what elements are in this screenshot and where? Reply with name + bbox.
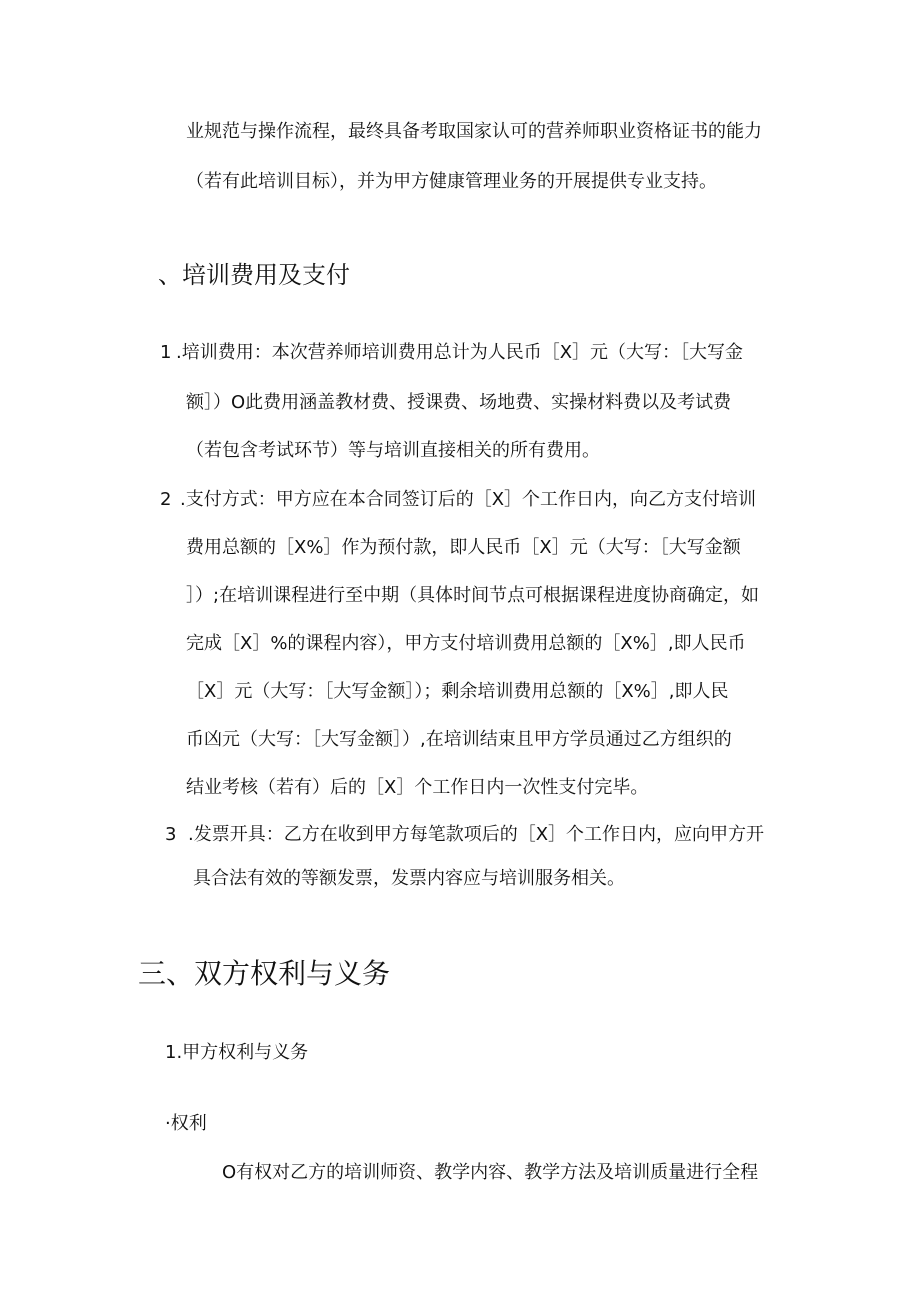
item-3-number: 3 bbox=[165, 824, 177, 845]
rights-paragraph-line-1: O有权对乙方的培训师资、教学内容、教学方法及培训质量进行全程 bbox=[222, 1162, 759, 1183]
item-1-line-1: .培训费用：本次营养师培训费用总计为人民币［X］元（大写：［大写金 bbox=[176, 342, 744, 363]
item-2-number: 2 bbox=[160, 489, 172, 510]
item-2-line-1: .支付方式：甲方应在本合同签订后的［X］个工作日内，向乙方支付培训 bbox=[180, 489, 757, 510]
intro-line-1: 业规范与操作流程，最终具备考取国家认可的营养师职业资格证书的能力 bbox=[186, 121, 762, 142]
section-3-heading: 三、双方权利与义务 bbox=[138, 957, 391, 990]
item-2-line-5: ［X］元（大写：［大写金额］）；剩余培训费用总额的［X%］,即人民 bbox=[186, 681, 729, 702]
item-2-line-6: 币凶元（大写：［大写金额］）,在培训结束且甲方学员通过乙方组织的 bbox=[186, 729, 732, 750]
rights-bullet: ·权利 bbox=[165, 1113, 207, 1134]
item-2-line-7: 结业考核（若有）后的［X］个工作日内一次性支付完毕。 bbox=[186, 777, 649, 798]
item-1-line-2: 额］）O此费用涵盖教材费、授课费、场地费、实操材料费以及考试费 bbox=[186, 392, 732, 413]
item-1-line-3: （若包含考试环节）等与培训直接相关的所有费用。 bbox=[186, 440, 600, 461]
item-3-line-1: .发票开具：乙方在收到甲方每笔款项后的［X］个工作日内，应向甲方开 bbox=[188, 824, 765, 845]
subsection-1-title: 1.甲方权利与义务 bbox=[165, 1042, 309, 1063]
item-2-line-3: ］）;在培训课程进行至中期（具体时间节点可根据课程进度协商确定，如 bbox=[186, 585, 760, 606]
item-2-line-2: 费用总额的［X%］作为预付款，即人民币［X］元（大写：［大写金额 bbox=[186, 537, 741, 558]
intro-line-2: （若有此培训目标），并为甲方健康管理业务的开展提供专业支持。 bbox=[186, 171, 717, 192]
item-3-line-2: 具合法有效的等额发票，发票内容应与培训服务相关。 bbox=[193, 868, 625, 889]
section-2-heading: 、培训费用及支付 bbox=[158, 261, 350, 289]
item-1-number: 1 bbox=[160, 342, 172, 363]
item-2-line-4: 完成［X］%的课程内容），甲方支付培训费用总额的［X%］,即人民币 bbox=[186, 633, 746, 654]
